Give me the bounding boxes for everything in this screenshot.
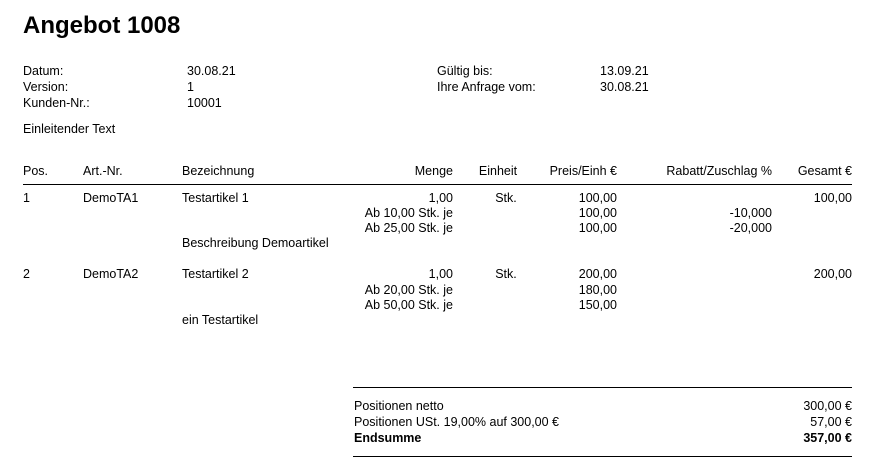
item-2-preis: 200,00: [578, 267, 617, 281]
item-1-einheit: Stk.: [495, 191, 517, 205]
document-title: Angebot 1008: [23, 12, 181, 39]
item-1-pos: 1: [23, 191, 30, 205]
item-2-beschreibung: ein Testartikel: [182, 313, 259, 327]
version-value: 1: [187, 80, 194, 94]
item-2-tier-1-menge: Ab 20,00 Stk. je: [364, 283, 453, 297]
gueltig-value: 13.09.21: [600, 64, 649, 78]
item-1-artnr: DemoTA1: [83, 191, 139, 205]
endsumme-label: Endsumme: [354, 431, 422, 445]
totals-top-divider: [353, 387, 852, 388]
endsumme-value: 357,00 €: [803, 431, 852, 445]
header-divider: [23, 184, 852, 185]
item-2-tier-1-preis: 180,00: [578, 283, 617, 297]
item-2-artnr: DemoTA2: [83, 267, 139, 281]
item-1-preis: 100,00: [578, 191, 617, 205]
col-artnr: Art.-Nr.: [83, 164, 123, 178]
item-2-gesamt: 200,00: [813, 267, 852, 281]
anfrage-value: 30.08.21: [600, 80, 649, 94]
col-gesamt: Gesamt €: [797, 164, 852, 178]
col-menge: Menge: [414, 164, 453, 178]
item-2-tier-2-menge: Ab 50,00 Stk. je: [364, 298, 453, 312]
item-2-bezeichnung: Testartikel 2: [182, 267, 249, 281]
gueltig-label: Gültig bis:: [437, 64, 493, 78]
item-1-tier-1-menge: Ab 10,00 Stk. je: [364, 206, 453, 220]
item-2-tier-2-preis: 150,00: [578, 298, 617, 312]
datum-label: Datum:: [23, 64, 64, 78]
ust-value: 57,00 €: [810, 415, 852, 429]
version-label: Version:: [23, 80, 69, 94]
item-2-einheit: Stk.: [495, 267, 517, 281]
netto-value: 300,00 €: [803, 399, 852, 413]
item-1-menge: 1,00: [428, 191, 453, 205]
col-pos: Pos.: [23, 164, 49, 178]
ust-label: Positionen USt. 19,00% auf 300,00 €: [354, 415, 560, 429]
col-rabatt: Rabatt/Zuschlag %: [666, 164, 772, 178]
col-preis: Preis/Einh €: [549, 164, 617, 178]
intro-text: Einleitender Text: [23, 122, 116, 136]
item-1-gesamt: 100,00: [813, 191, 852, 205]
netto-label: Positionen netto: [354, 399, 444, 413]
item-2-menge: 1,00: [428, 267, 453, 281]
datum-value: 30.08.21: [187, 64, 236, 78]
col-einheit: Einheit: [478, 164, 518, 178]
item-1-beschreibung: Beschreibung Demoartikel: [182, 236, 329, 250]
item-1-tier-2-menge: Ab 25,00 Stk. je: [364, 221, 453, 235]
item-1-tier-1-preis: 100,00: [578, 206, 617, 220]
item-2-pos: 2: [23, 267, 30, 281]
item-1-bezeichnung: Testartikel 1: [182, 191, 249, 205]
kunden-label: Kunden-Nr.:: [23, 96, 90, 110]
item-1-tier-2-rabatt: -20,000: [729, 221, 772, 235]
anfrage-label: Ihre Anfrage vom:: [437, 80, 536, 94]
totals-bottom-divider: [353, 456, 852, 457]
col-bezeichnung: Bezeichnung: [182, 164, 255, 178]
kunden-value: 10001: [187, 96, 222, 110]
item-1-tier-2-preis: 100,00: [578, 221, 617, 235]
item-1-tier-1-rabatt: -10,000: [729, 206, 772, 220]
